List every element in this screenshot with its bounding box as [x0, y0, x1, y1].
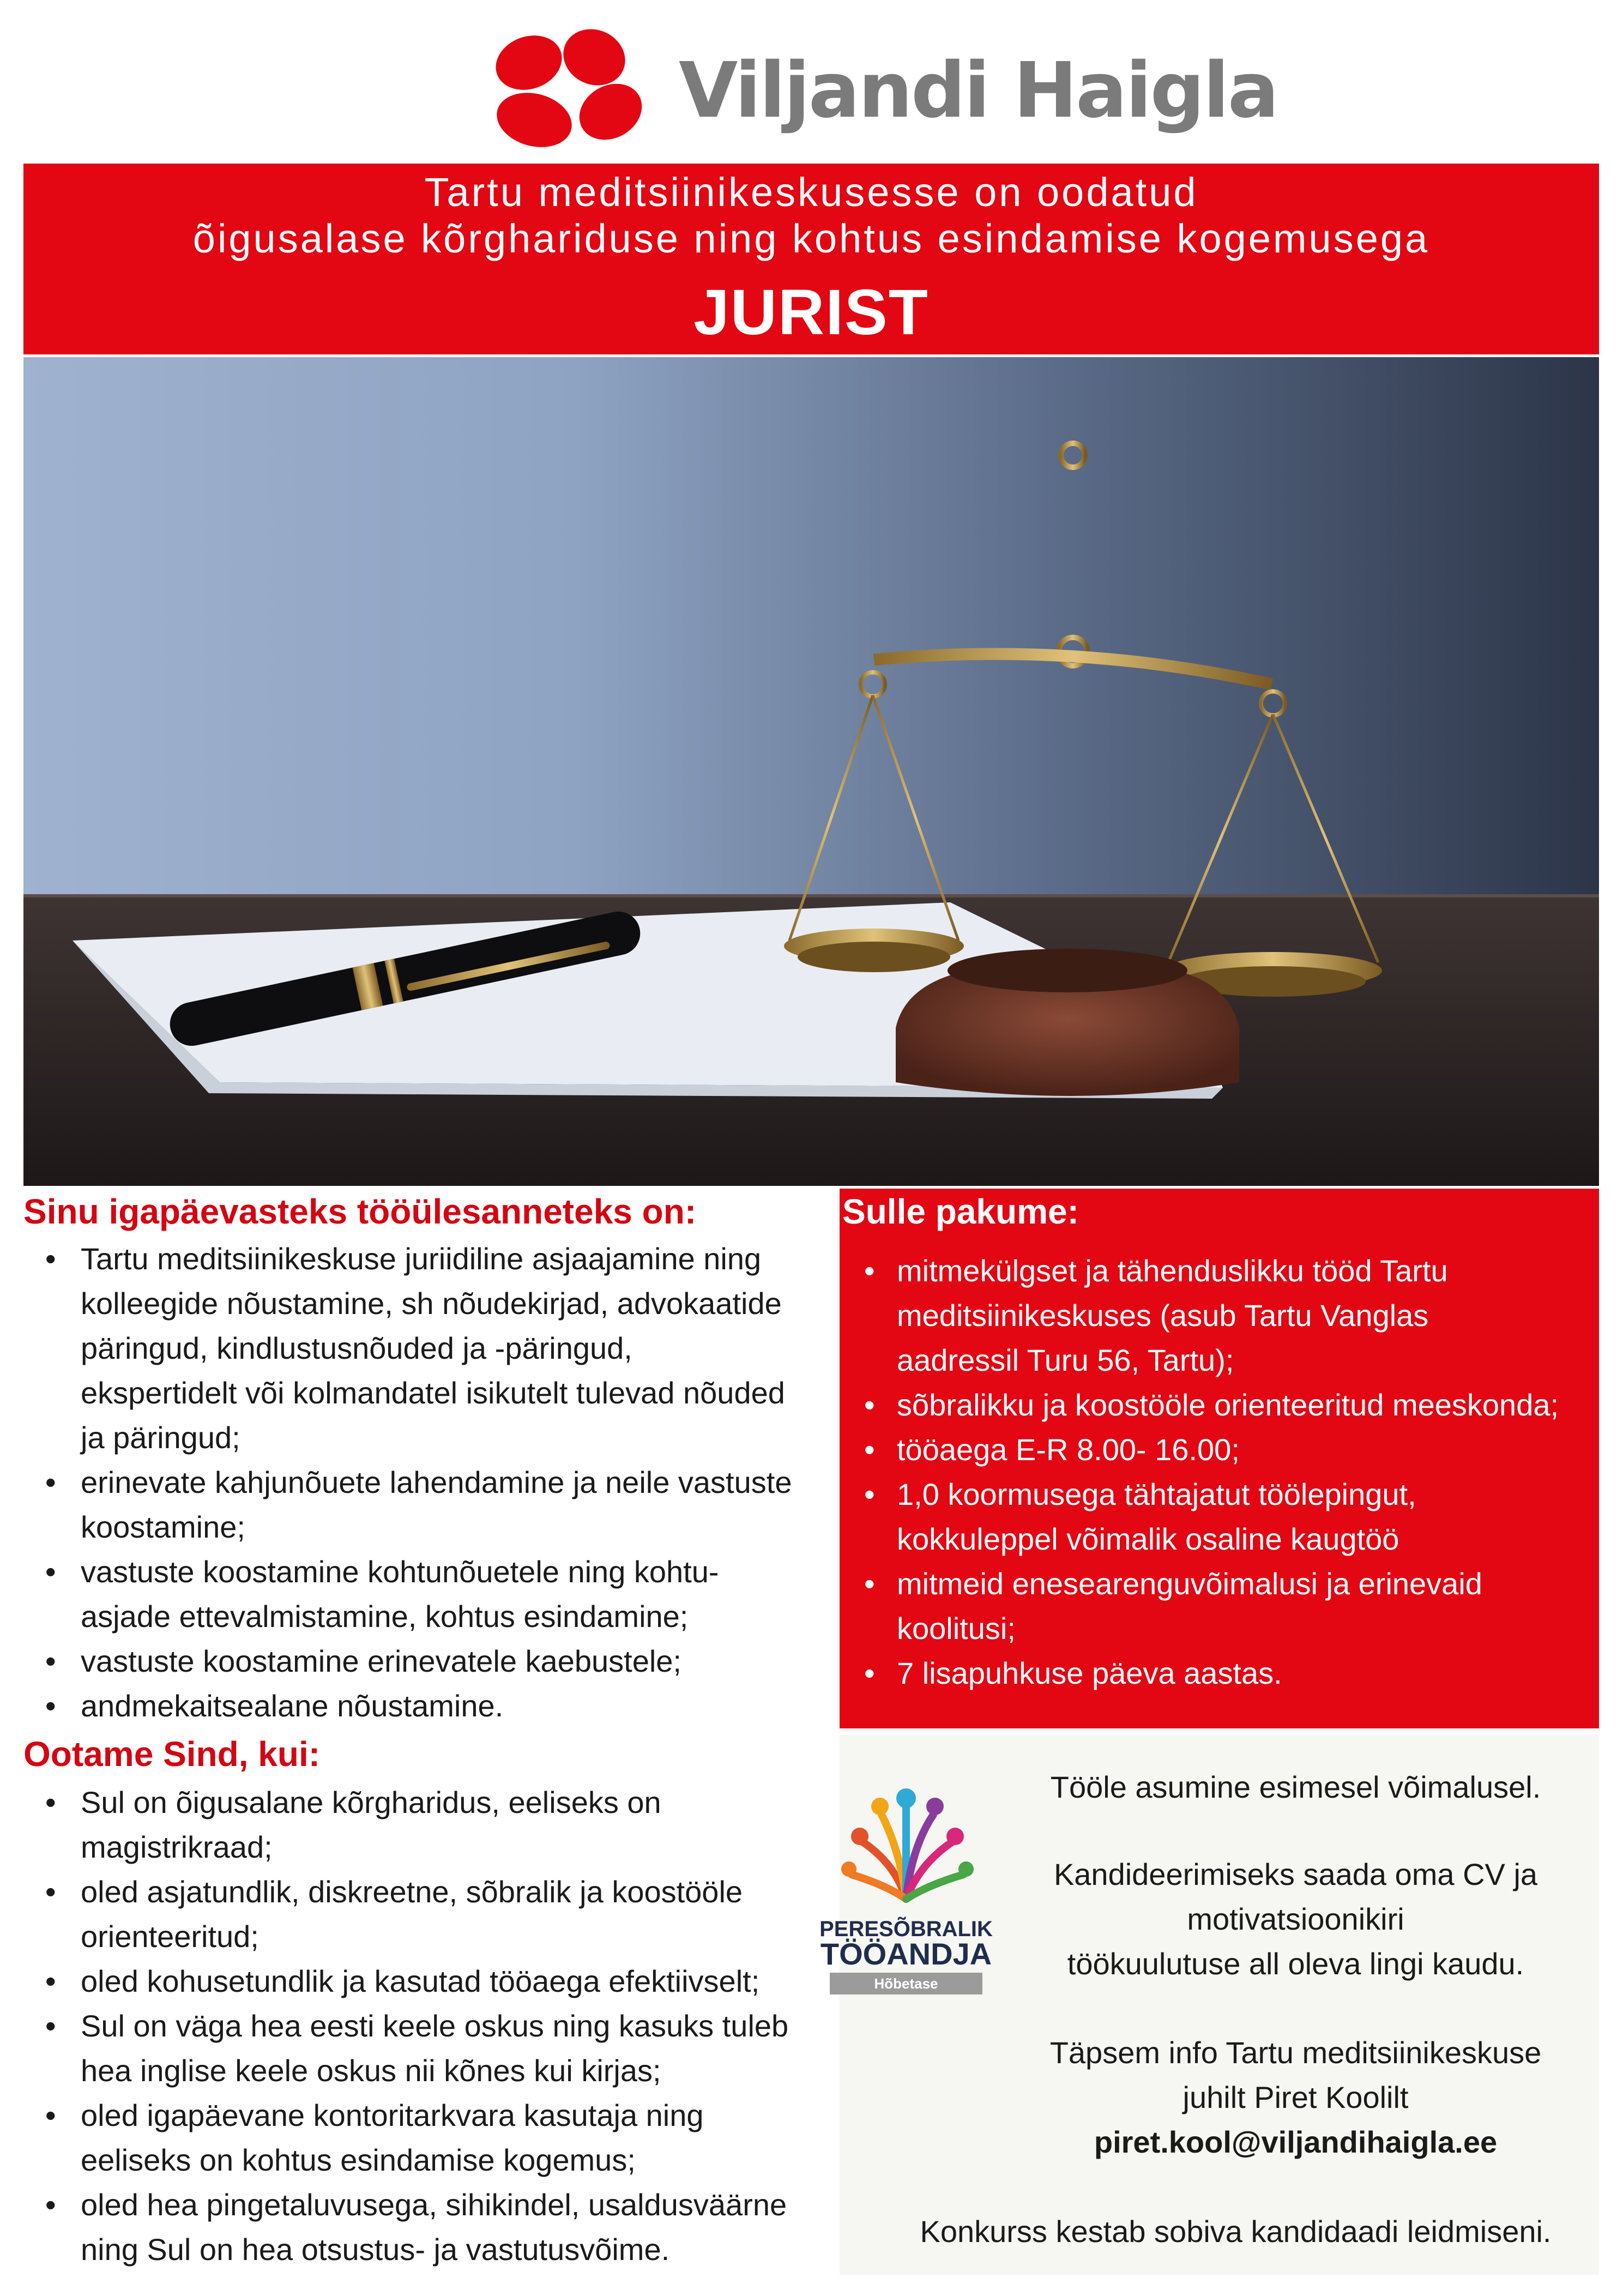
header-banner — [23, 164, 1599, 354]
list-item-line: kokkuleppel võimalik osaline kaugtöö — [897, 1522, 1399, 1556]
list-item-line: • vastuste koostamine erinevatele kaebustele; — [81, 1644, 681, 1678]
list-item-line: aadressil Turu 56, Tartu); — [897, 1343, 1234, 1377]
list-item — [23, 1780, 836, 1870]
start-text: Tööle asumine esimesel võimalusel. — [1050, 1770, 1541, 1804]
apply-line-1: Kandideerimiseks saada oma CV ja — [1053, 1857, 1538, 1891]
list-item — [23, 1550, 836, 1639]
list-item-line: orienteeritud; — [81, 1919, 259, 1954]
list-item-line: • andmekaitsealane nõustamine. — [81, 1689, 504, 1723]
list-item-line: • oled kohusetundlik ja kasutad tööaega efektiivselt; — [81, 1964, 760, 1998]
list-item — [840, 1562, 1599, 1651]
list-item-line: • sõbralikku ja koostööle orienteeritud meeskonda; — [897, 1388, 1559, 1422]
list-item-line: magistrikraad; — [81, 1830, 273, 1864]
list-item — [23, 2004, 836, 2093]
contact-email[interactable]: piret.kool@viljandihaigla.ee — [1094, 2125, 1498, 2159]
list-item-line: kolleegide nõustamine, sh nõudekirjad, advokaatide — [81, 1286, 782, 1321]
list-item-line: • Tartu meditsiinikeskuse juriidiline asjaajamine ning — [81, 1242, 762, 1276]
people-tree-icon — [819, 1782, 993, 1994]
list-item — [840, 1383, 1599, 1427]
offer-list — [840, 1249, 1599, 1696]
list-item — [23, 2093, 836, 2183]
list-item-line: • oled hea pingetaluvusega, sihikindel, usaldusväärne — [81, 2187, 787, 2222]
list-item-line: • erinevate kahjunõuete lahendamine ja neile vastuste — [81, 1465, 792, 1499]
logo — [485, 25, 1278, 150]
duties-list — [23, 1237, 836, 1728]
info-line-2: juhilt Piret Koolilt — [1182, 2080, 1409, 2114]
badge-line-2: TÖÖANDJA — [820, 1937, 992, 1971]
list-item-line: päringud, kindlustusnõuded ja -päringud, — [81, 1331, 632, 1365]
list-item-line: • oled asjatundlik, diskreetne, sõbralik ja koostööle — [81, 1875, 743, 1909]
list-item-line: hea inglise keele oskus nii kõnes kui kirjas; — [81, 2053, 661, 2088]
info-line-1: Täpsem info Tartu meditsiinikeskuse — [1049, 2035, 1542, 2070]
list-item-line: eeliseks on kohtus esindamise kogemus; — [81, 2143, 636, 2177]
scales-of-justice-photo — [23, 357, 1599, 1186]
list-item-line: • oled igapäevane kontoritarkvara kasutaja ning — [81, 2098, 704, 2132]
logo-text: Viljandi Haigla — [679, 46, 1278, 135]
list-item — [23, 1237, 836, 1460]
job-title: JURIST — [693, 276, 929, 348]
offer-heading: Sulle pakume: — [842, 1192, 1079, 1231]
list-item-line: • 7 lisapuhkuse päeva aastas. — [897, 1656, 1282, 1690]
list-item — [840, 1651, 1599, 1696]
list-item — [840, 1249, 1599, 1383]
family-friendly-employer-badge — [819, 1782, 993, 1994]
list-item — [23, 1870, 836, 1959]
list-item-line: ja päringud; — [81, 1420, 240, 1455]
apply-line-3: töökuulutuse all oleva lingi kaudu. — [1067, 1947, 1524, 1981]
list-item-line: ekspertidelt või kolmandatel isikutelt tulevad nõuded — [81, 1376, 785, 1410]
list-item — [23, 1639, 836, 1684]
requirements-heading: Ootame Sind, kui: — [23, 1734, 321, 1774]
list-item-line: ning Sul on hea otsustus- ja vastutusvõime. — [81, 2232, 670, 2267]
list-item — [840, 1427, 1599, 1472]
badge-line-1: PERESÕBRALIK — [819, 1917, 993, 1941]
list-item-line: koolitusi; — [897, 1611, 1016, 1646]
list-item-line: asjade ettevalmistamine, kohtus esindamine; — [81, 1599, 689, 1634]
requirements-list — [23, 1780, 836, 2272]
list-item — [23, 1460, 836, 1550]
list-item-line: • mitmekülgset ja tähenduslikku tööd Tartu — [897, 1254, 1448, 1288]
list-item-line: meditsiinikeskuses (asub Tartu Vanglas — [897, 1298, 1429, 1333]
flower-logo-icon — [485, 25, 671, 150]
apply-line-2: motivatsioonikiri — [1187, 1902, 1404, 1936]
list-item-line: • Sul on õigusalane kõrgharidus, eeliseks on — [81, 1785, 661, 1819]
list-item — [840, 1472, 1599, 1562]
offer-panel — [840, 1189, 1599, 1728]
deadline-text: Konkurss kestab sobiva kandidaadi leidmiseni. — [920, 2214, 1552, 2249]
duties-heading: Sinu igapäevasteks tööülesanneteks on: — [23, 1192, 697, 1231]
banner-line-1: Tartu meditsiinikeskusesse on oodatud — [424, 170, 1198, 215]
list-item-line: • Sul on väga hea eesti keele oskus ning kasuks tuleb — [81, 2009, 789, 2043]
banner-line-2: õigusalase kõrghariduse ning kohtus esindamise kogemusega — [192, 216, 1430, 261]
list-item-line: • 1,0 koormusega tähtajatut töölepingut, — [897, 1477, 1416, 1511]
list-item-line: • mitmeid enesearenguvõimalusi ja erinevaid — [897, 1566, 1482, 1601]
list-item-line: • vastuste koostamine kohtunõuetele ning kohtu- — [81, 1554, 719, 1589]
list-item — [23, 1959, 836, 2004]
list-item — [23, 1684, 836, 1728]
badge-level: Hõbetase — [874, 1975, 938, 1992]
list-item-line: • tööaega E-R 8.00- 16.00; — [897, 1432, 1240, 1467]
list-item-line: koostamine; — [81, 1510, 245, 1544]
list-item — [23, 2183, 836, 2272]
